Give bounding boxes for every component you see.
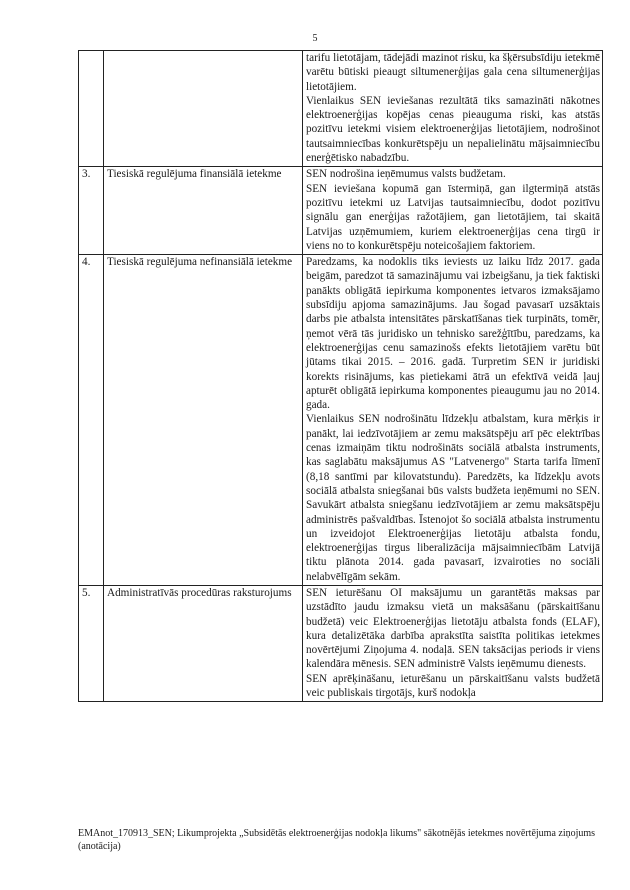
paragraph: Vienlaikus SEN ieviešanas rezultātā tiks samazināti nākotnes elektroenerģijas kopējas cenas pieauguma riski, kas atstās pozitīvu ietekmi visiem elektroenerģijas lietotājiem, nodrošinot tautsaimniecības konkurētspēju un nepalielinātu mājsaimniecību enerģētisko nabadzību. — [306, 94, 600, 165]
row-label: Tiesiskā regulējuma finansiālā ietekme — [104, 167, 303, 255]
row-number: 3. — [79, 167, 104, 255]
table-row — [79, 585, 603, 701]
table-row — [79, 255, 603, 586]
paragraph: Vienlaikus SEN nodrošinātu līdzekļu atbalstam, kura mērķis ir panākt, lai iedzīvotājiem ar zemu maksātspēju arī pēc elektrības cenas izmaiņām tiktu nodrošināts sociālā atbalsta instruments, kas saglabātu maksājumus AS "Latvenergo" Starta tarifa līmenī (8,18 santīmi par kilovatstundu). Paredzēts, ka līdzekļu avots sociālā atbalsta sniegšanai būs valsts budžeta ieņēmumi no SEN. Savukārt atbalsta sniegšanu iedzīvotājiem ar zemu maksātspēju administrēs pašvaldības. Īstenojot šo sociālā atbalsta instrumentu un izveidojot Elektroenerģijas lietotāju atbalsta fondu, elektroenerģijas tirgus liberalizācija mājsaimniecībām Latvijā tiktu plānota 2014. gada pavasarī, izvairoties no sociāli nelabvēlīgām sekām. — [306, 413, 600, 583]
document-footer: EMAnot_170913_SEN; Likumprojekta „Subsidētās elektroenerģijas nodokļa likums" sākotnējās ietekmes novērtējuma ziņojums (anotācija) — [78, 828, 596, 852]
row-content — [303, 51, 603, 167]
row-number: 5. — [79, 585, 104, 701]
row-number: 4. — [79, 255, 104, 586]
row-content — [303, 167, 603, 255]
paragraph: SEN ieturēšanu OI maksājumu un garantētās maksas par uzstādīto jaudu izmaksu vietā un maksāšanu (pārskaitīšanu budžetā) veic Elektroenerģijas lietotāju atbalsta fonds (ELAF), kura detalizētāka darbība aprakstīta saistīta politikas ietekmes novērtējumi Ziņojuma 4. nodaļā. SEN taksācijas periods ir viens kalendāra mēnesis. SEN administrē Valsts ieņēmumu dienests. — [306, 586, 600, 671]
paragraph: SEN nodrošina ieņēmumus valsts budžetam. — [306, 168, 506, 181]
paragraph: tarifu lietotājam, tādejādi mazinot risku, ka šķērsubsīdiju ietekmē varētu būtiski pieaugt siltumenerģijas gala cena siltumenerģijas lietotājiem. — [306, 52, 600, 93]
row-label: Administratīvās procedūras raksturojums — [104, 585, 303, 701]
table-row — [79, 167, 603, 255]
row-number — [79, 51, 104, 167]
row-label — [104, 51, 303, 167]
row-content — [303, 585, 603, 701]
impact-assessment-table — [78, 50, 603, 702]
paragraph: SEN ieviešana kopumā gan īstermiņā, gan ilgtermiņā atstās pozitīvu ietekmi uz Latvijas tautsaimniecību, dodot pozitīvu signālu gan enerģijas ražotājiem, gan lietotājiem, tai skaitā Latvijas uzņēmumiem, kuriem elektroenerģijas cena tirgū ir viens no to konkurētspēju noteicošajiem faktoriem. — [306, 182, 600, 252]
row-content — [303, 255, 603, 586]
paragraph: SEN aprēķināšanu, ieturēšanu un pārskaitīšanu valsts budžetā veic publiskais tirgotājs, kurš nodokļa — [306, 672, 600, 700]
paragraph: Paredzams, ka nodoklis tiks ieviests uz laiku līdz 2017. gada beigām, paredzot tā samazinājumu vai izbeigšanu, ja tiek faktiski panākts obligātā iepirkuma komponentes ietvaros izmaksājamo subsīdiju apjoma samazinājums. Jau šogad pavasarī uzsāktais darbs pie atbalsta intensitātes pārskatīšanas tiek turpināts, tomēr, ņemot vērā tās juridisko un tehnisko sarežģītību, paredzams, ka elektroenerģijas cenu samazinošs efekts lietotājiem varētu būt jūtams tikai 2015. – 2016. gadā. Turpretim SEN ir juridiski korekts risinājums, kas pietiekami ātrā un efektīvā veidā ļauj apturēt obligātā iepirkuma komponentes pieaugumu jau no 2014. gada. — [306, 256, 600, 412]
row-label: Tiesiskā regulējuma nefinansiālā ietekme — [104, 255, 303, 586]
table-row — [79, 51, 603, 167]
page-number: 5 — [312, 33, 318, 44]
